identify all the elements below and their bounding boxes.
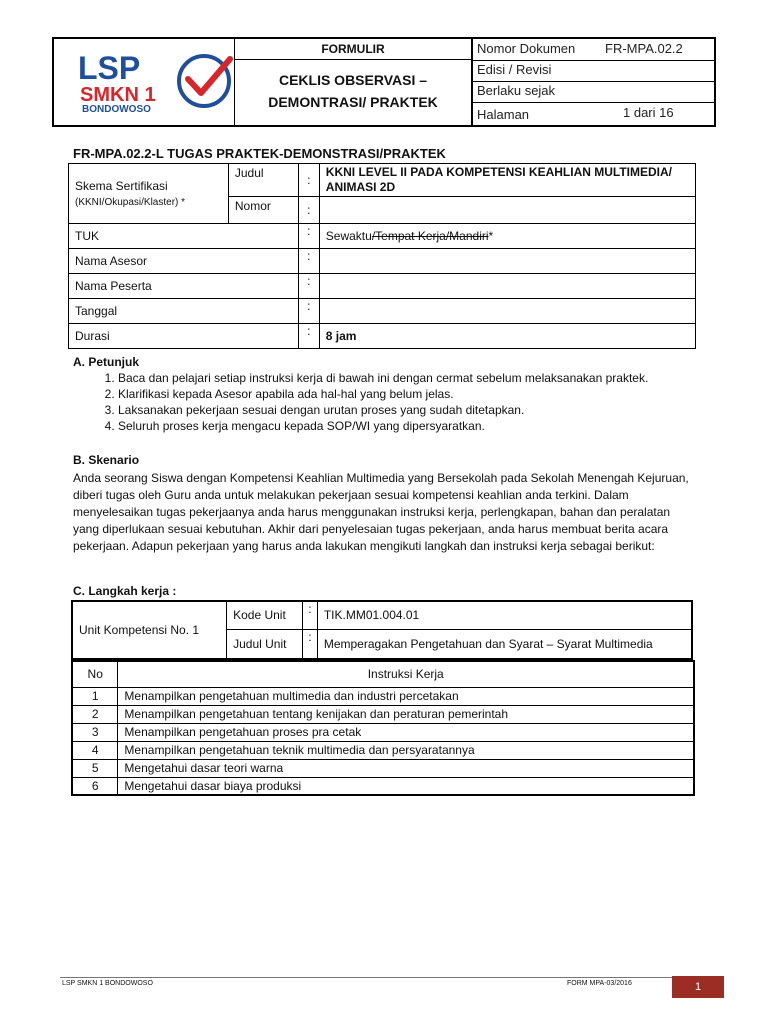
peserta-label: Nama Peserta — [69, 274, 299, 299]
kode-unit-value: TIK.MM01.004.01 — [317, 601, 692, 629]
row-instruksi: Mengetahui dasar teori warna — [118, 759, 694, 777]
unit-row-kode — [72, 601, 692, 629]
row-no: 5 — [72, 759, 118, 777]
judul-unit-value: Memperagakan Pengetahuan dan Syarat – Syarat Multimedia — [317, 629, 692, 659]
row-no: 3 — [72, 723, 118, 741]
row-instruksi: Menampilkan pengetahuan teknik multimedia dan persyaratannya — [118, 741, 694, 759]
instruction-item: 1. Baca dan pelajari setiap instruksi kerja di bawah ini dengan cermat sebelum melaksanakan praktek. — [118, 370, 648, 386]
row-instruksi: Menampilkan pengetahuan tentang kenijakan dan peraturan pemerintah — [118, 705, 694, 723]
table-row — [72, 705, 694, 723]
tuk-colon: : — [298, 224, 319, 249]
meta-halaman-label: Halaman — [477, 107, 530, 122]
document-header — [52, 37, 716, 127]
table-row — [72, 759, 694, 777]
info-row-tanggal — [69, 299, 696, 324]
meta-berlaku — [473, 81, 716, 103]
kode-unit-label: Kode Unit — [227, 601, 303, 629]
instruction-list — [98, 370, 648, 434]
judul-unit-label: Judul Unit — [227, 629, 303, 659]
col-no-header: No — [72, 661, 118, 687]
unit-table — [71, 600, 693, 660]
judul-label: Judul — [228, 164, 298, 197]
meta-nomor — [473, 39, 716, 61]
svg-text:SMKN 1: SMKN 1 — [80, 84, 156, 106]
form-title-line1: CEKLIS OBSERVASI – — [278, 72, 428, 88]
logo-cell — [54, 39, 235, 125]
nomor-value — [319, 197, 695, 224]
tuk-value — [319, 224, 695, 249]
durasi-value: 8 jam — [319, 324, 695, 349]
row-instruksi: Menampilkan pengetahuan multimedia dan industri percetakan — [118, 687, 694, 705]
row-instruksi: Menampilkan pengetahuan proses pra cetak — [118, 723, 694, 741]
svg-text:LSP: LSP — [78, 50, 141, 86]
scenario-text: Anda seorang Siswa dengan Kompetensi Keahlian Multimedia yang Bersekolah pada Sekolah Menengah Kejuruan, diberi tugas oleh Guru anda untuk melakukan pekerjaan sesuai kompetensi keahlian anda terkini. Dalam menyelesaikan tugas pekerjaanya anda harus menggunakan instruksi kerja, perlengkapan, bahan dan peralatan yang diperlukaan sesuai kebutuhan. Akhir dari penyelesaian tugas pekerjaan, anda harus membuat berita acara pekerjaan. Adapun pekerjaan yang harus anda lakukan mengikuti langkah dan instruksi kerja sebagai berikut: — [73, 471, 689, 553]
unit-kompetensi-label: Unit Kompetensi No. 1 — [72, 601, 227, 659]
instruction-item: 4. Seluruh proses kerja mengacu kepada SOP/WI yang dipersyaratkan. — [118, 418, 648, 434]
section-c-heading: C. Langkah kerja : — [73, 584, 177, 598]
instruksi-header-row — [72, 661, 694, 687]
document-meta — [473, 39, 716, 125]
tuk-label: TUK — [69, 224, 299, 249]
tanggal-label: Tanggal — [69, 299, 299, 324]
form-title — [235, 69, 471, 113]
info-row-tuk — [69, 224, 696, 249]
meta-nomor-value: FR-MPA.02.2 — [605, 41, 683, 56]
durasi-label: Durasi — [69, 324, 299, 349]
table-row — [72, 687, 694, 705]
svg-text:BONDOWOSO: BONDOWOSO — [82, 104, 151, 115]
info-row-peserta — [69, 274, 696, 299]
row-no: 4 — [72, 741, 118, 759]
form-code-heading: FR-MPA.02.2-L TUGAS PRAKTEK-DEMONSTRASI/PRAKTEK — [73, 146, 446, 161]
row-instruksi: Mengetahui dasar biaya produksi — [118, 777, 694, 795]
table-row — [72, 723, 694, 741]
table-row — [72, 741, 694, 759]
page-number-badge: 1 — [672, 976, 724, 998]
meta-edisi — [473, 60, 716, 82]
nomor-colon: : — [298, 197, 319, 224]
judul-value-line1: KKNI LEVEL II PADA KOMPETENSI KEAHLIAN MULTIMEDIA/ — [325, 165, 673, 179]
section-a-heading: A. Petunjuk — [73, 355, 140, 369]
asesor-label: Nama Asesor — [69, 249, 299, 274]
section-b-heading: B. Skenario — [73, 453, 140, 467]
skema-sublabel: (KKNI/Okupasi/Klaster) * — [75, 197, 186, 208]
judul-unit-colon: : — [302, 629, 317, 659]
instruction-item: 3. Laksanakan pekerjaan sesuai dengan urutan proses yang sudah ditetapkan. — [118, 402, 648, 418]
kode-unit-colon: : — [302, 601, 317, 629]
meta-edisi-label: Edisi / Revisi — [477, 62, 552, 77]
tuk-value-struck: /Tempat Kerja/Mandiri — [371, 229, 489, 243]
meta-berlaku-label: Berlaku sejak — [477, 83, 556, 98]
meta-halaman — [473, 102, 716, 123]
footer-organization: LSP SMKN 1 BONDOWOSO — [62, 980, 153, 987]
row-no: 1 — [72, 687, 118, 705]
nomor-label: Nomor — [228, 197, 298, 224]
judul-colon: : — [298, 164, 319, 197]
asesor-colon: : — [298, 249, 319, 274]
row-no: 2 — [72, 705, 118, 723]
instruction-item: 2. Klarifikasi kepada Asesor apabila ada hal-hal yang belum jelas. — [118, 386, 648, 402]
meta-nomor-label: Nomor Dokumen — [477, 41, 576, 56]
judul-value-line2: ANIMASI 2D — [325, 180, 396, 194]
instruksi-kerja-table — [71, 660, 695, 796]
meta-halaman-value: 1 dari 16 — [623, 105, 674, 120]
table-row — [72, 777, 694, 795]
tanggal-colon: : — [298, 299, 319, 324]
skema-label: Skema Sertifikasi — [75, 179, 168, 193]
tuk-value-sewaktu: Sewaktu — [325, 229, 372, 243]
peserta-value — [319, 274, 695, 299]
tanggal-value — [319, 299, 695, 324]
peserta-colon: : — [298, 274, 319, 299]
footer-form-code: FORM MPA-03/2016 — [567, 980, 632, 987]
asesor-value — [319, 249, 695, 274]
row-no: 6 — [72, 777, 118, 795]
info-table — [68, 163, 696, 349]
durasi-colon: : — [298, 324, 319, 349]
info-row-judul — [69, 164, 696, 197]
info-row-asesor — [69, 249, 696, 274]
skema-cell — [69, 164, 229, 224]
judul-value — [319, 164, 695, 197]
form-title-line2: DEMONTRASI/ PRAKTEK — [268, 94, 438, 110]
info-row-durasi — [69, 324, 696, 349]
footer-divider — [60, 977, 708, 978]
col-instruksi-header: Instruksi Kerja — [118, 661, 694, 687]
formulir-label: FORMULIR — [235, 39, 471, 60]
lsp-logo — [54, 39, 234, 125]
title-cell — [235, 39, 473, 125]
tuk-value-star: * — [488, 229, 494, 243]
